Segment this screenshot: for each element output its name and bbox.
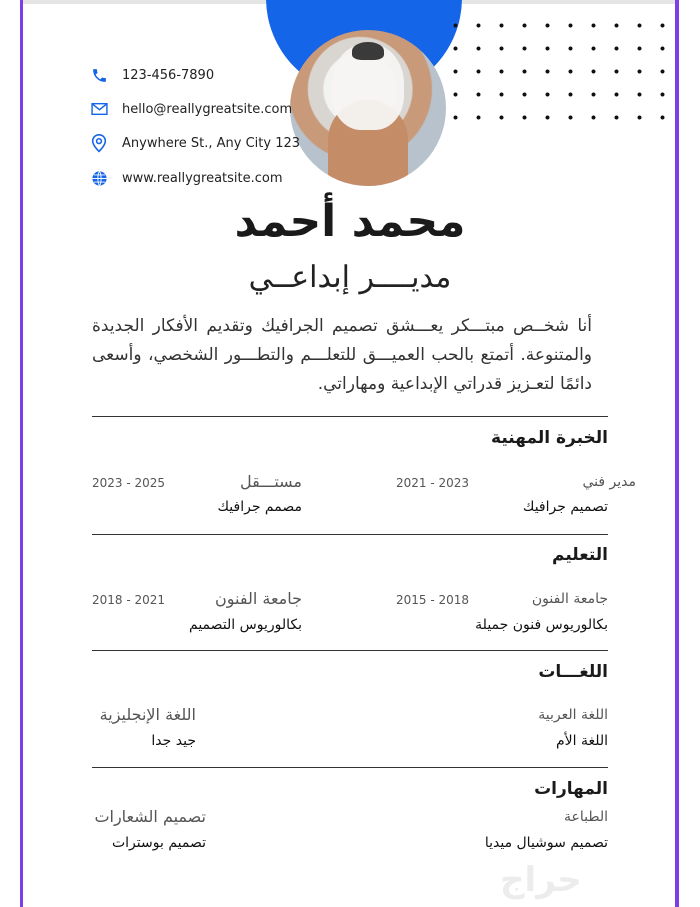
- skill-detail: تصميم بوسترات: [111, 835, 206, 851]
- skills-heading: المهارات: [534, 779, 608, 799]
- education-degree: بكالوريوس فنون جميلة: [475, 617, 608, 633]
- experience-years: 2021 - 2023: [396, 476, 470, 490]
- section-divider: [92, 767, 608, 768]
- location-pin-icon: [90, 134, 108, 152]
- section-divider: [92, 416, 608, 417]
- person-name: محمد أحمد: [234, 196, 466, 247]
- job-title: مديــــر إبداعــي: [248, 260, 452, 295]
- education-years: 2018 - 2021: [92, 593, 166, 607]
- skill-name: تصميم الشعارات: [94, 807, 206, 826]
- experience-role: مستـــقل: [240, 472, 302, 491]
- experience-detail: مصمم جرافيك: [217, 499, 302, 515]
- skill-detail: تصميم سوشيال ميديا: [484, 835, 608, 851]
- globe-icon: [90, 169, 108, 187]
- experience-years: 2023 - 2025: [92, 476, 166, 490]
- phone-text: 123-456-7890: [122, 67, 215, 83]
- education-school: جامعة الفنون: [531, 591, 608, 607]
- section-divider: [92, 650, 608, 651]
- language-level: اللغة الأم: [555, 733, 608, 749]
- languages-heading: اللغـــات: [538, 662, 608, 682]
- website-text: www.reallygreatsite.com: [122, 170, 283, 186]
- language-name: اللغة العربية: [538, 707, 608, 723]
- watermark-logo: حراج: [500, 860, 582, 900]
- contact-address-row: [90, 134, 300, 152]
- skill-name: الطباعة: [564, 809, 608, 825]
- profile-summary: أنا شخــص مبتـــكر يعـــشق تصميم الجرافيك وتقديم الأفكار الجديدة والمتنوعة. أتمتع بالحب العميـــق للتعلـــم والتطـــور الشخصي، وأسعى دائمًا لتعـزيز قدراتي الإبداعية ومهاراتي.: [92, 316, 592, 394]
- education-degree: بكالوريوس التصميم: [189, 617, 302, 633]
- address-text: Anywhere St., Any City 123: [122, 135, 301, 151]
- education-heading: التعليم: [552, 545, 608, 565]
- phone-icon: [90, 66, 108, 84]
- education-years: 2015 - 2018: [396, 593, 470, 607]
- dot-pattern: [444, 14, 674, 124]
- experience-heading: الخبرة المهنية: [491, 428, 608, 448]
- profile-photo: [290, 30, 446, 186]
- experience-detail: تصميم جرافيك: [522, 499, 608, 515]
- language-level: جيد جدا: [151, 733, 196, 749]
- contact-phone-row: [90, 66, 214, 84]
- email-text: hello@reallygreatsite.com: [122, 101, 293, 117]
- mail-icon: [90, 100, 108, 118]
- contact-email-row: [90, 100, 292, 118]
- language-name: اللغة الإنجليزية: [99, 705, 196, 724]
- left-border: [20, 0, 23, 907]
- section-divider: [92, 534, 608, 535]
- education-school: جامعة الفنون: [215, 589, 302, 608]
- right-border: [675, 0, 679, 907]
- experience-role: مدير فني: [582, 474, 636, 490]
- contact-website-row: [90, 169, 283, 187]
